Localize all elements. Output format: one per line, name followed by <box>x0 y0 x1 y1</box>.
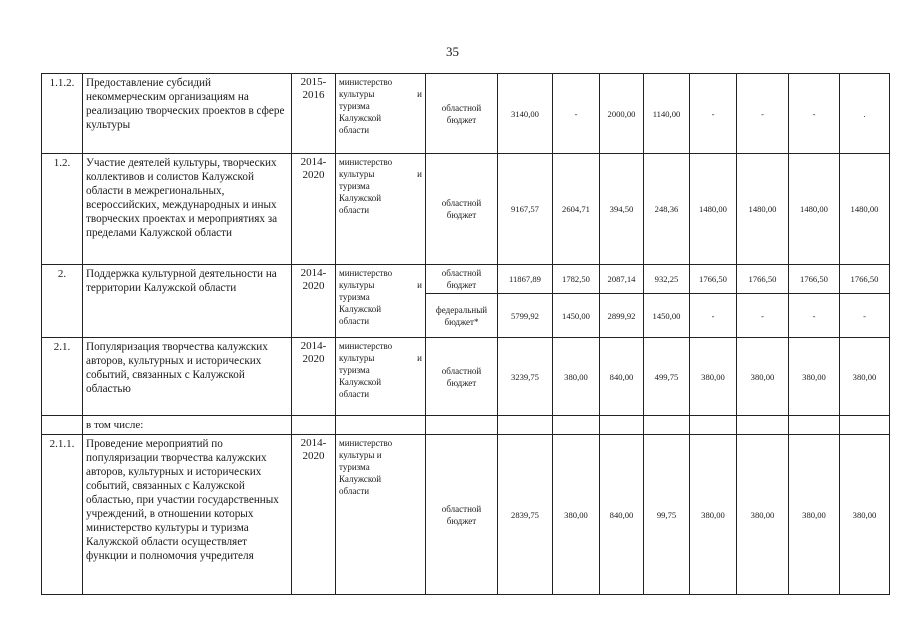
year-end: 2016 <box>302 89 325 101</box>
empty-cell <box>498 416 553 435</box>
executor-line: туризма <box>339 365 370 375</box>
executor-line: культуры и <box>339 450 382 460</box>
value-cell: 1140,00 <box>644 74 690 154</box>
empty-cell <box>553 416 600 435</box>
value-cell: 380,00 <box>789 338 840 416</box>
activity-name: Проведение мероприятий по популяризации творчества калужских авторов, культурных и исторических событий, связанных с Калужской областью, при участии государственных учреждений, в отношении которых министерство культуры и туризма Калужской области осуществляет функции и полномочия учредителя <box>83 435 292 595</box>
value-cell: 1782,50 <box>553 265 600 294</box>
executor-line: Калужской <box>339 113 382 123</box>
value-cell: - <box>690 74 737 154</box>
empty-cell <box>426 416 498 435</box>
value-total: 9167,57 <box>498 154 553 265</box>
executor-line <box>339 352 422 364</box>
value-total: 11867,89 <box>498 265 553 294</box>
year-end: 2020 <box>302 450 325 462</box>
value-cell: 1480,00 <box>789 154 840 265</box>
executor-line: министерство <box>339 268 393 278</box>
executor-line: области <box>339 389 370 399</box>
value-cell: 1766,50 <box>789 265 840 294</box>
executor-line: туризма <box>339 101 370 111</box>
funding-source: областной бюджет <box>426 154 498 265</box>
value-cell: 1766,50 <box>737 265 789 294</box>
value-cell: - <box>553 74 600 154</box>
value-total: 3140,00 <box>498 74 553 154</box>
row-number: 2. <box>42 265 83 338</box>
value-cell: - <box>789 294 840 338</box>
executor-line: министерство <box>339 157 393 167</box>
value-cell: 1766,50 <box>690 265 737 294</box>
value-cell: 1480,00 <box>840 154 890 265</box>
value-cell: 394,50 <box>600 154 644 265</box>
funding-source: областной бюджет <box>426 338 498 416</box>
value-cell: 99,75 <box>644 435 690 595</box>
value-cell: 380,00 <box>690 435 737 595</box>
value-cell: - <box>737 74 789 154</box>
value-cell: - <box>840 294 890 338</box>
value-cell: 1480,00 <box>690 154 737 265</box>
period-cell <box>292 154 336 265</box>
executor-line <box>339 168 422 180</box>
executor-line: области <box>339 316 370 326</box>
executor-line: министерство <box>339 77 393 87</box>
executor-line <box>339 279 422 291</box>
executor-line <box>339 88 422 100</box>
executor-line: области <box>339 486 370 496</box>
value-cell: 380,00 <box>690 338 737 416</box>
funding-source: областной бюджет <box>426 74 498 154</box>
funding-source: областной бюджет <box>426 265 498 294</box>
activity-name: Популяризация творчества калужских авторов, культурных и исторических событий, связанных с Калужской областью <box>83 338 292 416</box>
year-start: 2014- <box>300 340 327 352</box>
executor-line: министерство <box>339 341 393 351</box>
funding-source: федеральный бюджет* <box>426 294 498 338</box>
executor-line: Калужской <box>339 304 382 314</box>
executor-line: туризма <box>339 462 370 472</box>
executor-word: культуры <box>339 353 375 363</box>
value-cell: 380,00 <box>737 338 789 416</box>
executor-cell <box>336 435 426 595</box>
value-cell: 380,00 <box>840 435 890 595</box>
executor-cell <box>336 338 426 416</box>
period-cell <box>292 435 336 595</box>
executor-word: культуры <box>339 89 375 99</box>
funding-source: областной бюджет <box>426 435 498 595</box>
year-end: 2020 <box>302 169 325 181</box>
value-cell: 499,75 <box>644 338 690 416</box>
empty-cell <box>644 416 690 435</box>
period-cell <box>292 265 336 338</box>
value-cell: 380,00 <box>737 435 789 595</box>
empty-cell <box>840 416 890 435</box>
executor-cell <box>336 265 426 338</box>
activity-name: Поддержка культурной деятельности на территории Калужской области <box>83 265 292 338</box>
value-total: 2839,75 <box>498 435 553 595</box>
row-number: 1.1.2. <box>42 74 83 154</box>
period-cell <box>292 338 336 416</box>
table-row <box>42 416 890 435</box>
executor-line: министерство <box>339 438 393 448</box>
value-cell: 932,25 <box>644 265 690 294</box>
value-cell: 380,00 <box>789 435 840 595</box>
value-cell: 2604,71 <box>553 154 600 265</box>
value-cell: 840,00 <box>600 435 644 595</box>
value-cell: - <box>690 294 737 338</box>
executor-cell <box>336 154 426 265</box>
executor-word: и <box>417 169 422 179</box>
empty-cell <box>737 416 789 435</box>
table-row <box>42 338 890 416</box>
executor-line: Калужской <box>339 193 382 203</box>
value-cell: 1450,00 <box>553 294 600 338</box>
value-cell: - <box>789 74 840 154</box>
year-start: 2014- <box>300 267 327 279</box>
table-row <box>42 435 890 595</box>
value-cell: 2087,14 <box>600 265 644 294</box>
executor-word: и <box>417 280 422 290</box>
value-cell: 1766,50 <box>840 265 890 294</box>
budget-table <box>41 73 890 595</box>
value-cell: 380,00 <box>553 338 600 416</box>
row-number: 1.2. <box>42 154 83 265</box>
value-total: 3239,75 <box>498 338 553 416</box>
year-start: 2014- <box>300 156 327 168</box>
value-cell: 380,00 <box>840 338 890 416</box>
activity-name: Участие деятелей культуры, творческих коллективов и солистов Калужской области в межрегиональных, всероссийских, международных и иных творческих проектах и мероприятиях за пределами Калужской области <box>83 154 292 265</box>
executor-line: Калужской <box>339 474 382 484</box>
period-cell <box>292 74 336 154</box>
note-text: в том числе: <box>83 416 292 435</box>
value-cell: 248,36 <box>644 154 690 265</box>
value-cell: 2000,00 <box>600 74 644 154</box>
page-number: 35 <box>446 44 459 59</box>
executor-word: и <box>417 353 422 363</box>
executor-line: области <box>339 205 370 215</box>
value-cell: 380,00 <box>553 435 600 595</box>
empty-cell <box>292 416 336 435</box>
value-cell: 2899,92 <box>600 294 644 338</box>
empty-cell <box>690 416 737 435</box>
value-cell: 1450,00 <box>644 294 690 338</box>
table-row <box>42 154 890 265</box>
empty-cell <box>600 416 644 435</box>
value-cell: . <box>840 74 890 154</box>
executor-word: культуры <box>339 280 375 290</box>
empty-cell <box>336 416 426 435</box>
empty-cell <box>789 416 840 435</box>
executor-line: туризма <box>339 181 370 191</box>
row-number: 2.1.1. <box>42 435 83 595</box>
value-cell: - <box>737 294 789 338</box>
executor-cell <box>336 74 426 154</box>
year-end: 2020 <box>302 353 325 365</box>
executor-word: и <box>417 89 422 99</box>
activity-name: Предоставление субсидий некоммерческим организациям на реализацию творческих проектов в сфере культуры <box>83 74 292 154</box>
year-start: 2014- <box>300 437 327 449</box>
executor-line: туризма <box>339 292 370 302</box>
value-cell: 840,00 <box>600 338 644 416</box>
year-end: 2020 <box>302 280 325 292</box>
table-row <box>42 265 890 294</box>
row-number: 2.1. <box>42 338 83 416</box>
table-row <box>42 74 890 154</box>
executor-word: культуры <box>339 169 375 179</box>
executor-line: Калужской <box>339 377 382 387</box>
value-total: 5799,92 <box>498 294 553 338</box>
value-cell: 1480,00 <box>737 154 789 265</box>
executor-line: области <box>339 125 370 135</box>
year-start: 2015- <box>300 76 327 88</box>
empty-cell <box>42 416 83 435</box>
